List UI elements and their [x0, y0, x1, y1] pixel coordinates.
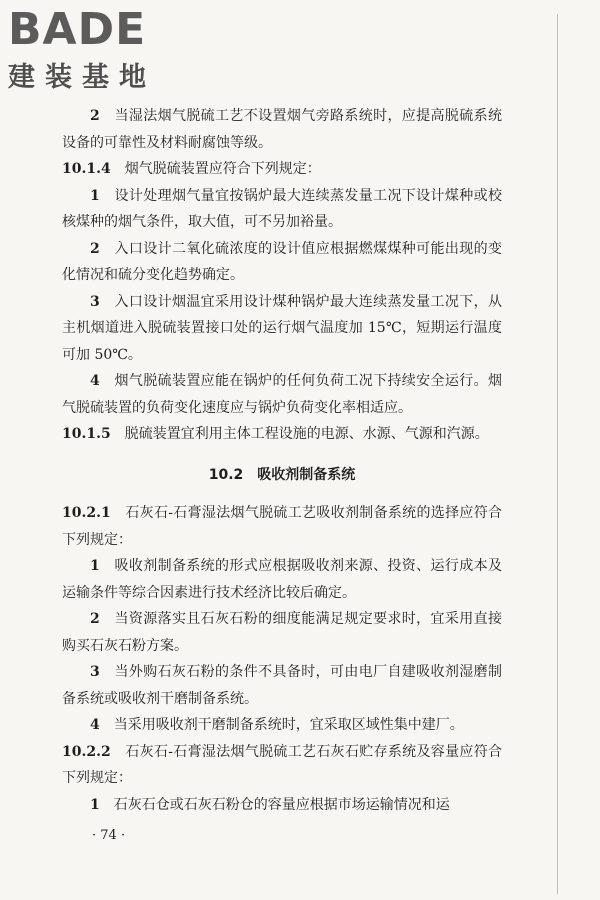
item-paragraph: 1 设计处理烟气量宜按锅炉最大连续蒸发量工况下设计煤种或校核煤种的烟气条件，取大值，可不另加裕量。 [62, 187, 503, 230]
item-paragraph: 2 当湿法烟气脱硫工艺不设置烟气旁路系统时，应提高脱硫系统设备的可靠性及材料耐腐蚀等级。 [62, 108, 503, 151]
item-paragraph: 3 入口设计烟温宜采用设计煤种锅炉最大连续蒸发量工况下，从主机烟道进入脱硫装置接口处的运行烟气温度加 15℃，短期运行温度可加 50℃。 [62, 293, 503, 363]
logo-brand: BADE [8, 4, 147, 55]
item-paragraph: 4 当采用吸收剂干磨制备系统时，宜采取区域性集中建厂。 [90, 717, 464, 733]
item-paragraph: 2 当资源落实且石灰石粉的细度能满足规定要求时，宜采用直接购买石灰石粉方案。 [62, 611, 503, 654]
item-paragraph: 3 当外购石灰石粉的条件不具备时，可由电厂自建吸收剂湿磨制备系统或吸收剂干磨制备系统。 [62, 664, 503, 707]
section-heading: 10.2 吸收剂制备系统 [208, 466, 356, 483]
bade-logo [8, 4, 156, 94]
item-paragraph: 2 入口设计二氧化硫浓度的设计值应根据燃煤煤种可能出现的变化情况和硫分变化趋势确定。 [62, 240, 503, 283]
item-paragraph: 4 烟气脱硫装置应能在锅炉的任何负荷工况下持续安全运行。烟气脱硫装置的负荷变化速度应与锅炉负荷变化率相适应。 [62, 373, 503, 416]
document-body [62, 103, 502, 818]
clause-paragraph: 10.1.5 脱硫装置宜利用主体工程设施的电源、水源、气源和汽源。 [62, 426, 489, 442]
clause-paragraph: 10.1.4 烟气脱硫装置应符合下列规定： [62, 161, 321, 177]
clause-paragraph: 10.2.1 石灰石-石膏湿法烟气脱硫工艺吸收剂制备系统的选择应符合下列规定： [62, 505, 503, 548]
logo-subtitle: 建装基地 [8, 62, 156, 93]
item-paragraph: 1 石灰石仓或石灰石粉仓的容量应根据市场运输情况和运 [90, 796, 450, 813]
clause-paragraph: 10.2.2 石灰石-石膏湿法烟气脱硫工艺石灰石贮存系统及容量应符合下列规定： [62, 743, 503, 786]
item-paragraph: 1 吸收剂制备系统的形式应根据吸收剂来源、投资、运行成本及运输条件等综合因素进行技术经济比较后确定。 [62, 558, 503, 601]
page-edge-line [557, 14, 558, 894]
page-number: · 74 · [92, 828, 126, 843]
